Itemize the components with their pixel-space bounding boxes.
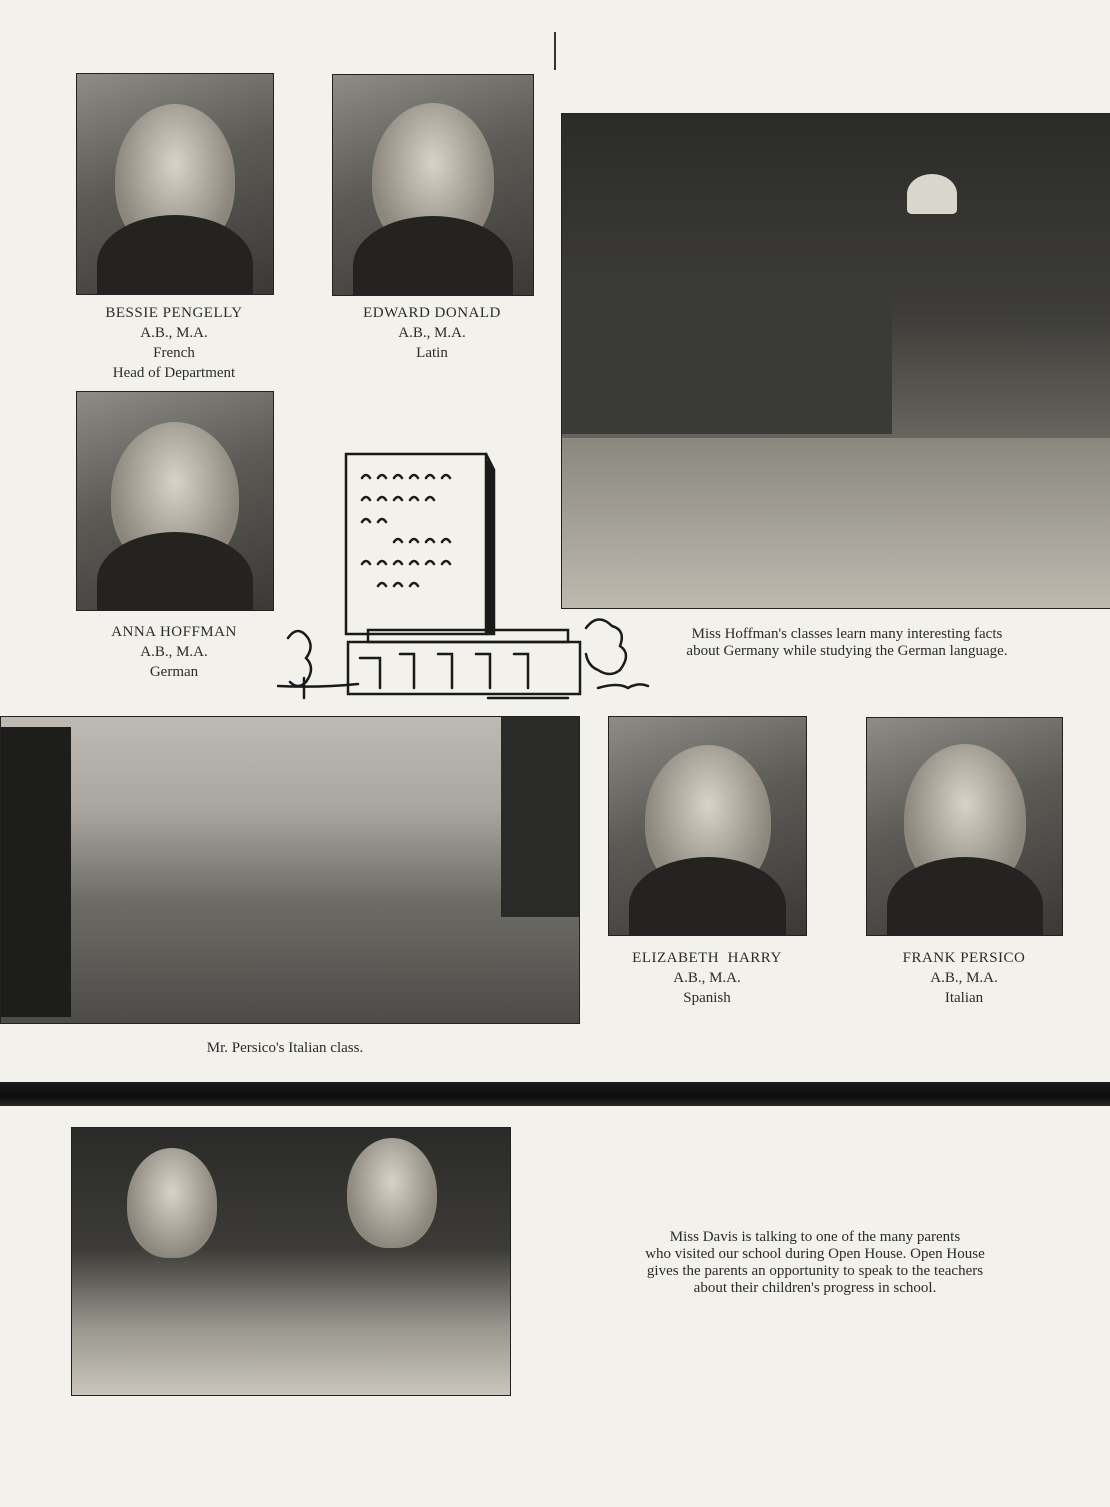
- portrait-frank-persico: [866, 717, 1063, 936]
- faculty-degree: A.B., M.A.: [930, 970, 998, 986]
- faculty-degree: A.B., M.A.: [140, 644, 208, 660]
- top-divider-line: [554, 32, 556, 70]
- caption-bessie-pengelly: [60, 303, 288, 383]
- caption-edward-donald: [316, 303, 548, 363]
- faculty-subject: French: [153, 345, 195, 361]
- faculty-name: BESSIE PENGELLY: [105, 305, 243, 321]
- caption-italian-class: Mr. Persico's Italian class.: [206, 1040, 364, 1056]
- section-divider-bar: [0, 1082, 1110, 1106]
- faculty-subject: German: [149, 664, 199, 680]
- caption-open-house: Miss Davis is talking to one of the many parents who visited our school during Open House. Open House gives the parents an opportunity to speak to the teachers about their children's progress in school.: [645, 1229, 985, 1296]
- faculty-name: ANNA HOFFMAN: [111, 624, 237, 640]
- portrait-edward-donald: [332, 74, 534, 296]
- portrait-elizabeth-harry: [608, 716, 807, 936]
- caption-hoffman-class: Miss Hoffman's classes learn many interesting facts about Germany while studying the German language.: [686, 626, 1008, 659]
- caption-elizabeth-harry: [592, 948, 822, 1008]
- portrait-bessie-pengelly: [76, 73, 274, 295]
- photo-open-house: [71, 1127, 511, 1396]
- photo-italian-class: [0, 716, 580, 1024]
- faculty-subject: Italian: [944, 990, 984, 1006]
- faculty-subject: Spanish: [683, 990, 731, 1006]
- faculty-note: Head of Department: [112, 365, 236, 381]
- faculty-name: FRANK PERSICO: [902, 950, 1026, 966]
- faculty-name: ELIZABETH HARRY: [632, 950, 782, 966]
- faculty-degree: A.B., M.A.: [140, 325, 208, 341]
- school-building-sketch: [268, 448, 660, 710]
- faculty-degree: A.B., M.A.: [398, 325, 466, 341]
- caption-frank-persico: [850, 948, 1078, 1008]
- caption-anna-hoffman: [60, 622, 288, 682]
- faculty-degree: A.B., M.A.: [673, 970, 741, 986]
- portrait-anna-hoffman: [76, 391, 274, 611]
- faculty-subject: Latin: [416, 345, 448, 361]
- faculty-name: EDWARD DONALD: [363, 305, 501, 321]
